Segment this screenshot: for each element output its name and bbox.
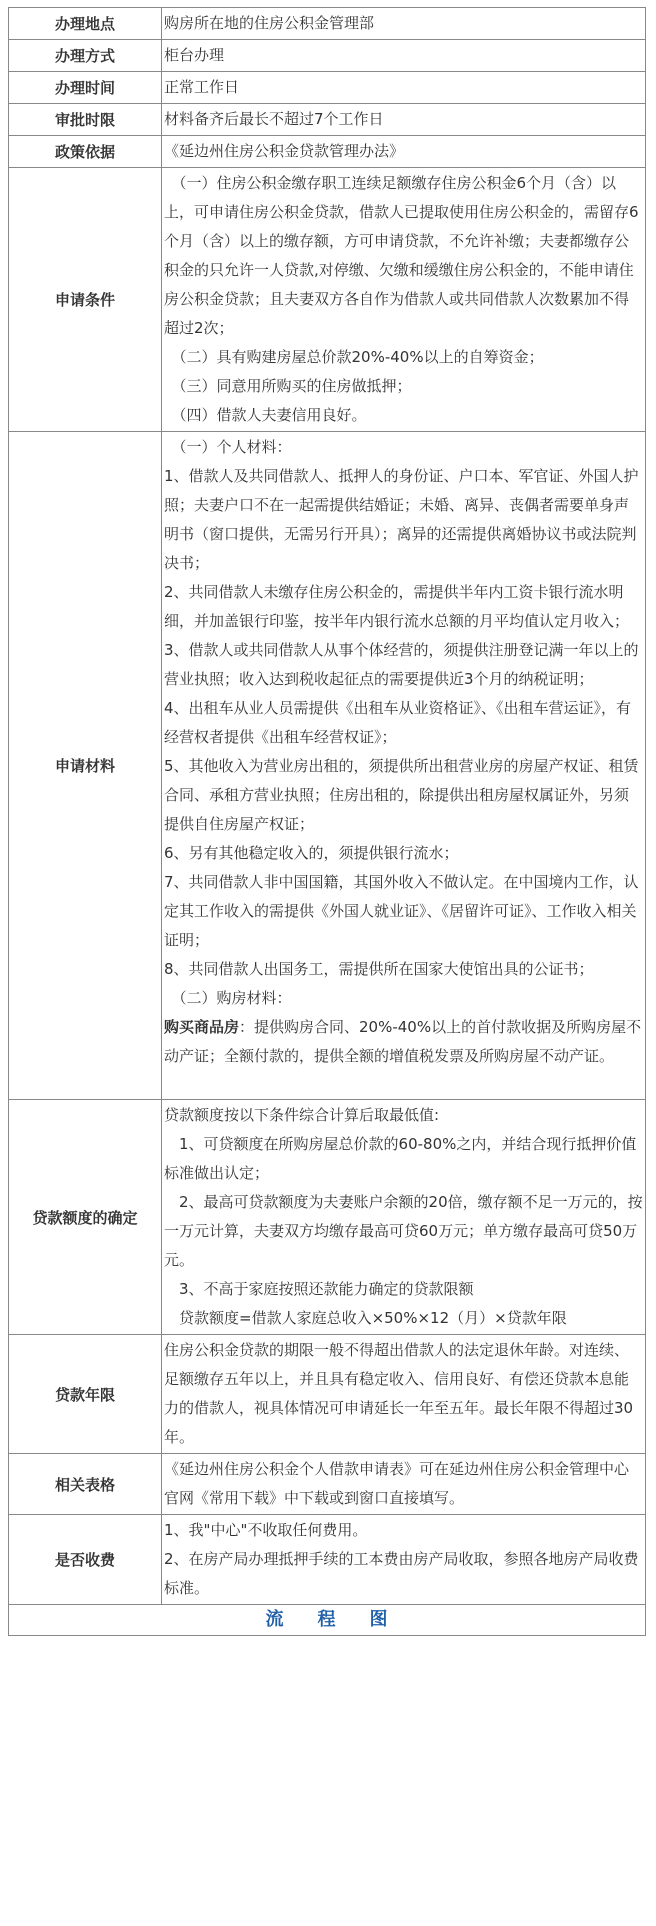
label-time: 办理时间 bbox=[9, 72, 162, 104]
value-location: 购房所在地的住房公积金管理部 bbox=[162, 8, 646, 40]
row-time bbox=[9, 72, 646, 104]
value-amount bbox=[162, 1100, 646, 1335]
row-basis bbox=[9, 136, 646, 168]
label-conditions: 申请条件 bbox=[9, 168, 162, 432]
label-fees: 是否收费 bbox=[9, 1515, 162, 1605]
material-item: 8、共同借款人出国务工，需提供所在国家大使馆出具的公证书； bbox=[164, 960, 594, 978]
material-item: 6、另有其他稳定收入的，须提供银行流水； bbox=[164, 844, 459, 862]
amount-intro: 贷款额度按以下条件综合计算后取最低值: bbox=[164, 1106, 440, 1124]
info-table bbox=[8, 7, 646, 1636]
label-method: 办理方式 bbox=[9, 40, 162, 72]
label-materials: 申请材料 bbox=[9, 432, 162, 1100]
material-item: 2、共同借款人未缴存住房公积金的，需提供半年内工资卡银行流水明细，并加盖银行印鉴，按半年内银行流水总额的月平均值认定月收入； bbox=[164, 583, 630, 630]
label-amount: 贷款额度的确定 bbox=[9, 1100, 162, 1335]
condition-line: （一）住房公积金缴存职工连续足额缴存住房公积金6个月（含）以上，可申请住房公积金贷款，借款人已提取使用住房公积金的，需留存6个月（含）以上的缴存额，方可申请贷款，不允许补缴；夫妻都缴存公积金的只允许一人贷款,对停缴、欠缴和缓缴住房公积金的，不能申请住房公积金贷款；且夫妻双方各自作为借款人或共同借款人次数累加不得超过2次； bbox=[164, 174, 639, 337]
value-materials bbox=[162, 432, 646, 1100]
row-method bbox=[9, 40, 646, 72]
material-item: 5、其他收入为营业房出租的，须提供所出租营业房的房屋产权证、租赁合同、承租方营业执照；住房出租的，除提供出租房屋权属证外，另须提供自住房屋产权证； bbox=[164, 757, 639, 833]
row-conditions bbox=[9, 168, 646, 432]
value-limit: 材料备齐后最长不超过7个工作日 bbox=[162, 104, 646, 136]
label-term: 贷款年限 bbox=[9, 1335, 162, 1454]
condition-line: （四）借款人夫妻信用良好。 bbox=[171, 406, 367, 424]
row-fees bbox=[9, 1515, 646, 1605]
label-limit: 审批时限 bbox=[9, 104, 162, 136]
material-item: 3、借款人或共同借款人从事个体经营的，须提供注册登记满一年以上的营业执照；收入达到税收起征点的需要提供近3个月的纳税证明； bbox=[164, 641, 639, 688]
label-location: 办理地点 bbox=[9, 8, 162, 40]
personal-heading: （一）个人材料： bbox=[171, 438, 292, 456]
value-term: 住房公积金贷款的期限一般不得超出借款人的法定退休年龄。对连续、足额缴存五年以上，并且具有稳定收入、信用良好、有偿还贷款本息能力的借款人，视具体情况可申请延长一年至五年。最长年限不得超过30年。 bbox=[162, 1335, 646, 1454]
material-item: 4、出租车从业人员需提供《出租车从业资格证》、《出租车营运证》，有经营权者提供《出租车经营权证》； bbox=[164, 699, 632, 746]
row-term bbox=[9, 1335, 646, 1454]
value-method: 柜台办理 bbox=[162, 40, 646, 72]
condition-line: （二）具有购建房屋总价款20%-40%以上的自筹资金； bbox=[171, 348, 544, 366]
house-text: ：提供购房合同、20%-40%以上的首付款收据及所购房屋不动产证；全额付款的，提供全额的增值税发票及所购房屋不动产证。 bbox=[164, 1018, 642, 1065]
row-materials bbox=[9, 432, 646, 1100]
row-amount bbox=[9, 1100, 646, 1335]
amount-item: 3、不高于家庭按照还款能力确定的贷款限额 bbox=[179, 1280, 474, 1298]
house-bold-label: 购买商品房 bbox=[164, 1018, 240, 1036]
house-heading: （二）购房材料： bbox=[171, 989, 292, 1007]
row-forms bbox=[9, 1454, 646, 1515]
condition-line: （三）同意用所购买的住房做抵押； bbox=[171, 377, 412, 395]
value-conditions bbox=[162, 168, 646, 432]
fee-line: 2、在房产局办理抵押手续的工本费由房产局收取，参照各地房产局收费标准。 bbox=[164, 1550, 639, 1597]
row-limit bbox=[9, 104, 646, 136]
row-location bbox=[9, 8, 646, 40]
amount-item: 2、最高可贷款额度为夫妻账户余额的20倍，缴存额不足一万元的，按一万元计算，夫妻双方均缴存最高可贷60万元；单方缴存最高可贷50万元。 bbox=[164, 1193, 643, 1269]
value-fees bbox=[162, 1515, 646, 1605]
amount-item: 1、可贷额度在所购房屋总价款的60-80%之内，并结合现行抵押价值标准做出认定； bbox=[164, 1135, 637, 1182]
amount-formula: 贷款额度=借款人家庭总收入×50%×12（月）×贷款年限 bbox=[179, 1309, 567, 1327]
value-time: 正常工作日 bbox=[162, 72, 646, 104]
label-forms: 相关表格 bbox=[9, 1454, 162, 1515]
material-item: 7、共同借款人非中国国籍，其国外收入不做认定。在中国境内工作，认定其工作收入的需提供《外国人就业证》、《居留许可证》、工作收入相关证明； bbox=[164, 873, 639, 949]
label-basis: 政策依据 bbox=[9, 136, 162, 168]
material-item: 1、借款人及共同借款人、抵押人的身份证、户口本、军官证、外国人护照；夫妻户口不在一起需提供结婚证；未婚、离异、丧偶者需要单身声明书（窗口提供，无需另行开具）；离异的还需提供离婚协议书或法院判决书； bbox=[164, 467, 639, 572]
house-materials bbox=[164, 1013, 643, 1071]
row-flow-title bbox=[9, 1605, 646, 1636]
value-basis: 《延边州住房公积金贷款管理办法》 bbox=[162, 136, 646, 168]
value-forms: 《延边州住房公积金个人借款申请表》可在延边州住房公积金管理中心官网《常用下载》中下载或到窗口直接填写。 bbox=[162, 1454, 646, 1515]
flow-chart-title: 流程图 bbox=[9, 1605, 646, 1636]
fee-line: 1、我"中心"不收取任何费用。 bbox=[164, 1521, 368, 1539]
